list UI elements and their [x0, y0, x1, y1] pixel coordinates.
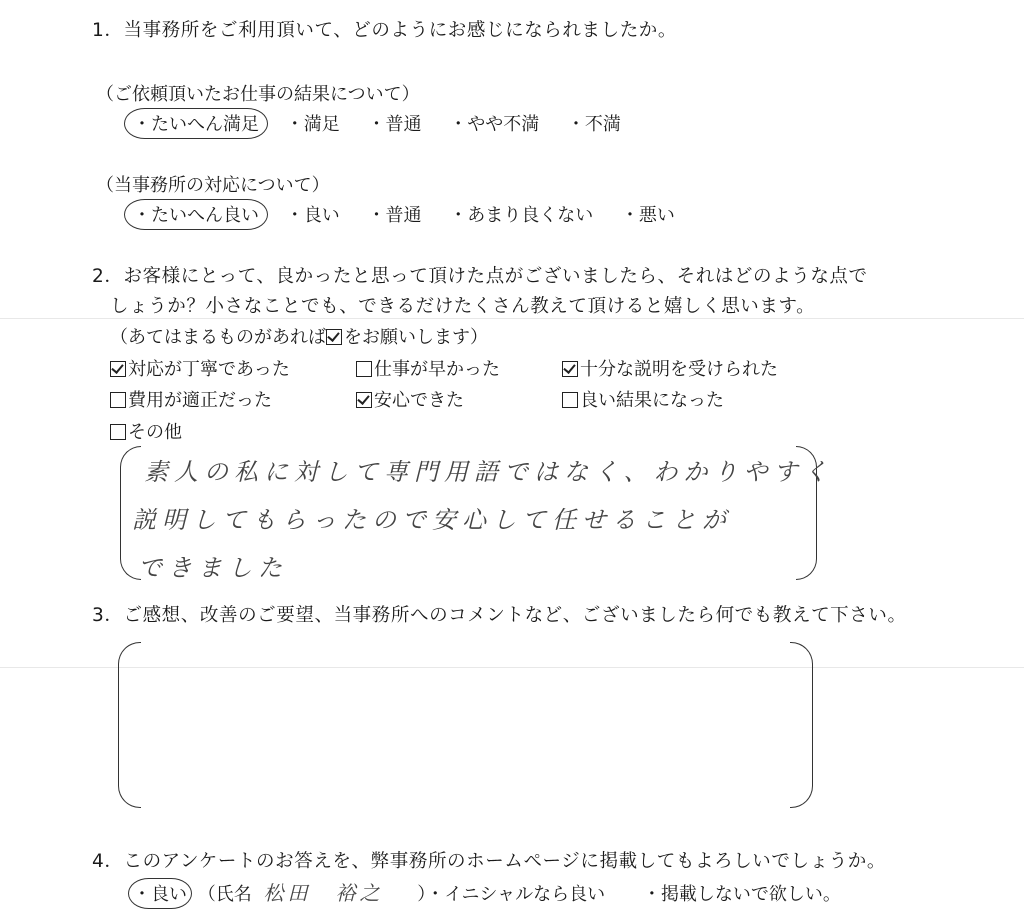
- q4-name-handwritten: 松田 裕之: [263, 881, 384, 905]
- q1a-option-4: ・やや不満: [449, 114, 540, 135]
- checkbox-checked-icon[interactable]: [110, 361, 126, 377]
- handwritten-line-2: 説明してもらったので安心して任せることが: [132, 506, 732, 534]
- q1a-option-5: ・不満: [566, 114, 621, 135]
- question-3: 3．ご感想、改善のご要望、当事務所へのコメントなど、ございましたら何でも教えて下さい。: [92, 605, 907, 626]
- q1b-option-3: ・普通: [367, 205, 422, 226]
- check-item[interactable]: 仕事が早かった: [356, 355, 500, 381]
- q1a-option-1: ・たいへん満足: [124, 108, 268, 139]
- q1b-option-1: ・たいへん良い: [124, 199, 268, 230]
- handwritten-line-1: 素人の私に対して専門用語ではなく、わかりやすく: [144, 458, 834, 486]
- checkbox-icon[interactable]: [110, 424, 126, 440]
- check-item[interactable]: 対応が丁寧であった: [110, 355, 290, 381]
- q1a-heading: （ご依頼頂いたお仕事の結果について）: [96, 84, 420, 105]
- q2-instruction: （あてはまるものがあれば をお願いします）: [110, 327, 488, 348]
- question-2-line-1: 2．お客様にとって、良かったと思って頂けた点がございましたら、それはどのような点で: [92, 266, 868, 287]
- checkbox-icon[interactable]: [562, 392, 578, 408]
- q3-box-left-bracket: [118, 642, 141, 808]
- q3-box-right-bracket: [790, 642, 813, 808]
- q4-name-label: （氏名: [197, 884, 252, 905]
- checkbox-sample-icon: [326, 329, 342, 345]
- q1a-option-3: ・普通: [367, 114, 422, 135]
- q1b-option-2: ・良い: [285, 205, 340, 226]
- q4-option-no: ・掲載しないで欲しい。: [642, 884, 841, 905]
- q1b-options: [132, 199, 675, 230]
- checkbox-checked-icon[interactable]: [356, 392, 372, 408]
- q4-options: [132, 877, 841, 909]
- check-item[interactable]: 費用が適正だった: [110, 386, 272, 412]
- q1a-option-2: ・満足: [285, 114, 340, 135]
- scan-artifact: [0, 667, 1024, 668]
- q1b-option-4: ・あまり良くない: [449, 205, 594, 226]
- q1b-heading: （当事務所の対応について）: [96, 175, 330, 196]
- checkbox-icon[interactable]: [356, 361, 372, 377]
- question-1: 1．当事務所をご利用頂いて、どのようにお感じになられましたか。: [92, 20, 678, 41]
- q4-option-good: ・良い: [128, 878, 192, 909]
- q4-name-close: ）: [417, 884, 427, 905]
- question-4: 4．このアンケートのお答えを、弊事務所のホームページに掲載してもよろしいでしょうか。: [92, 851, 886, 872]
- check-item[interactable]: 安心できた: [356, 386, 464, 412]
- check-item[interactable]: 十分な説明を受けられた: [562, 355, 778, 381]
- handwritten-line-3: できました: [138, 554, 288, 582]
- scan-artifact: [0, 318, 1024, 319]
- check-item[interactable]: 良い結果になった: [562, 386, 724, 412]
- question-2-line-2: しょうか？小さなことでも、できるだけたくさん教えて頂けると嬉しく思います。: [110, 296, 816, 317]
- check-item[interactable]: その他: [110, 418, 182, 444]
- q1a-options: [132, 108, 621, 139]
- q1b-option-5: ・悪い: [620, 205, 675, 226]
- checkbox-icon[interactable]: [110, 392, 126, 408]
- q4-option-initial: ・イニシャルなら良い: [426, 884, 606, 905]
- checkbox-checked-icon[interactable]: [562, 361, 578, 377]
